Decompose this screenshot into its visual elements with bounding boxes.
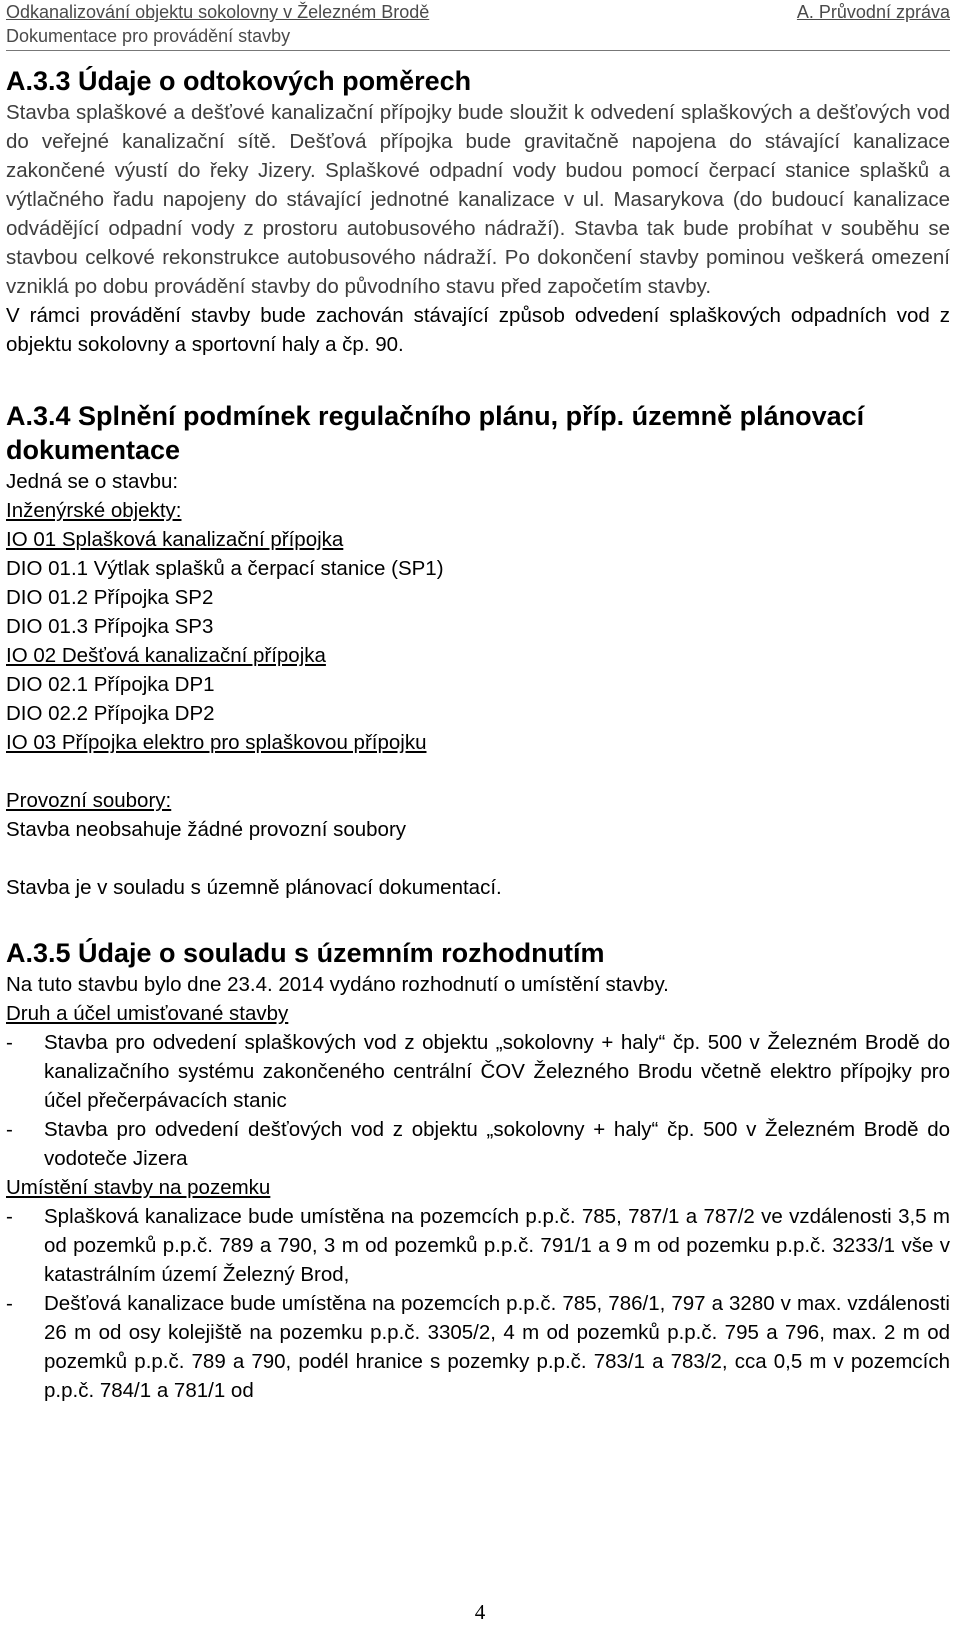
purpose-item-text: Stavba pro odvedení splaškových vod z objektu „sokolovny + haly“ čp. 500 v Železném Brodě do kanalizačního systému zakončeného centrální ČOV Železného Brodu včetně elektro přípojky pro účel přečerpávacích stanic [44,1031,950,1112]
purpose-item [6,1028,950,1115]
list-dash: - [6,1118,13,1141]
heading-a34: A.3.4 Splnění podmínek regulačního plánu, příp. územně plánovací dokumentace [6,401,865,465]
object-item: IO 01 Splašková kanalizační přípojka [6,528,344,551]
header-section-title: A. Průvodní zpráva [796,2,950,22]
list-dash: - [6,1292,13,1315]
header-divider [6,50,950,51]
heading-a33: A.3.3 Údaje o odtokových poměrech [6,66,472,96]
object-item: IO 03 Přípojka elektro pro splaškovou přípojku [6,731,427,754]
operating-label: Provozní soubory: [6,789,172,812]
placement-item-text: Dešťová kanalizace bude umístěna na pozemcích p.p.č. 785, 786/1, 797 a 3280 v max. vzdálenosti 26 m od osy kolejiště na pozemku p.p.č. 3305/2, 4 m od pozemků p.p.č. 795 a 796, max. 2 m od pozemků p.p.č. 789 a 790, podél hranice s pozemky p.p.č. 783/1 a 783/2, cca 0,5 m v pozemcích p.p.č. 784/1 a 781/1 od [44,1292,950,1402]
object-item: DIO 01.1 Výtlak splašků a čerpací stanice (SP1) [6,557,444,580]
decision-text: Na tuto stavbu bylo dne 23.4. 2014 vydáno rozhodnutí o umístění stavby. [6,973,669,996]
list-dash: - [6,1031,13,1054]
header-project-title: Odkanalizování objektu sokolovny v Železném Brodě [6,2,430,22]
purpose-item-text: Stavba pro odvedení dešťových vod z objektu „sokolovny + haly“ čp. 500 v Železném Brodě do vodoteče Jizera [44,1118,950,1170]
list-dash: - [6,1205,13,1228]
purpose-list [6,1028,950,1173]
intro-text: Jedná se o stavbu: [6,470,179,493]
object-item: DIO 02.1 Přípojka DP1 [6,673,215,696]
spacer [6,757,950,786]
page-number: 4 [474,1600,486,1624]
objects-list [6,525,950,757]
spacer [6,844,950,873]
purpose-item [6,1115,950,1173]
paragraph-drainage-1 [6,98,950,301]
page-header [6,0,950,24]
paragraph-drainage-1a: Stavba splaškové a dešťové kanalizační přípojky bude sloužit k odvedení splaškových a dešťových vod do veřejné kanalizační sítě. Dešťová přípojka bude gravitačně napojena do stávající kanalizace zakončené výustí do řeky Jizery. [6,101,950,182]
placement-item [6,1289,950,1405]
object-item: DIO 01.2 Přípojka SP2 [6,586,214,609]
heading-a35: A.3.5 Údaje o souladu s územním rozhodnutím [6,938,605,968]
object-item: DIO 02.2 Přípojka DP2 [6,702,215,725]
object-item: DIO 01.3 Přípojka SP3 [6,615,214,638]
header-subtitle: Dokumentace pro provádění stavby [6,26,291,46]
placement-label: Umístění stavby na pozemku [6,1176,271,1199]
placement-item [6,1202,950,1289]
object-item: IO 02 Dešťová kanalizační přípojka [6,644,326,667]
placement-item-text: Splašková kanalizace bude umístěna na pozemcích p.p.č. 785, 787/1 a 787/2 ve vzdálenosti 3,5 m od pozemků p.p.č. 789 a 790, 3 m od pozemků p.p.č. 791/1 a 9 m od pozemku p.p.č. 3233/1 vše v katastrálním území Železný Brod, [44,1205,950,1286]
objects-label: Inženýrské objekty: [6,499,182,522]
placement-list [6,1202,950,1405]
paragraph-drainage-1b: Splaškové odpadní vody budou pomocí čerpací stanice splašků a výtlačného řadu napojeny do stávající jednotné kanalizace v ul. Masarykova (do budoucí kanalizace odvádějící odpadní vody z prostoru autobusového nádraží). Stavba tak bude probíhat v souběhu se stavbou celkové rekonstrukce autobusového nádraží. Po dokončení stavby pominou veškerá omezení vzniklá po dobu provádění stavby do původního stavu před započetím stavby. [6,159,950,298]
paragraph-drainage-2: V rámci provádění stavby bude zachován stávající způsob odvedení splaškových odpadních vod z objektu sokolovny a sportovní haly a čp. 90. [6,304,950,356]
purpose-label: Druh a účel umisťované stavby [6,1002,289,1025]
conformity-text: Stavba je v souladu s územně plánovací dokumentací. [6,876,502,899]
operating-text: Stavba neobsahuje žádné provozní soubory [6,818,407,841]
